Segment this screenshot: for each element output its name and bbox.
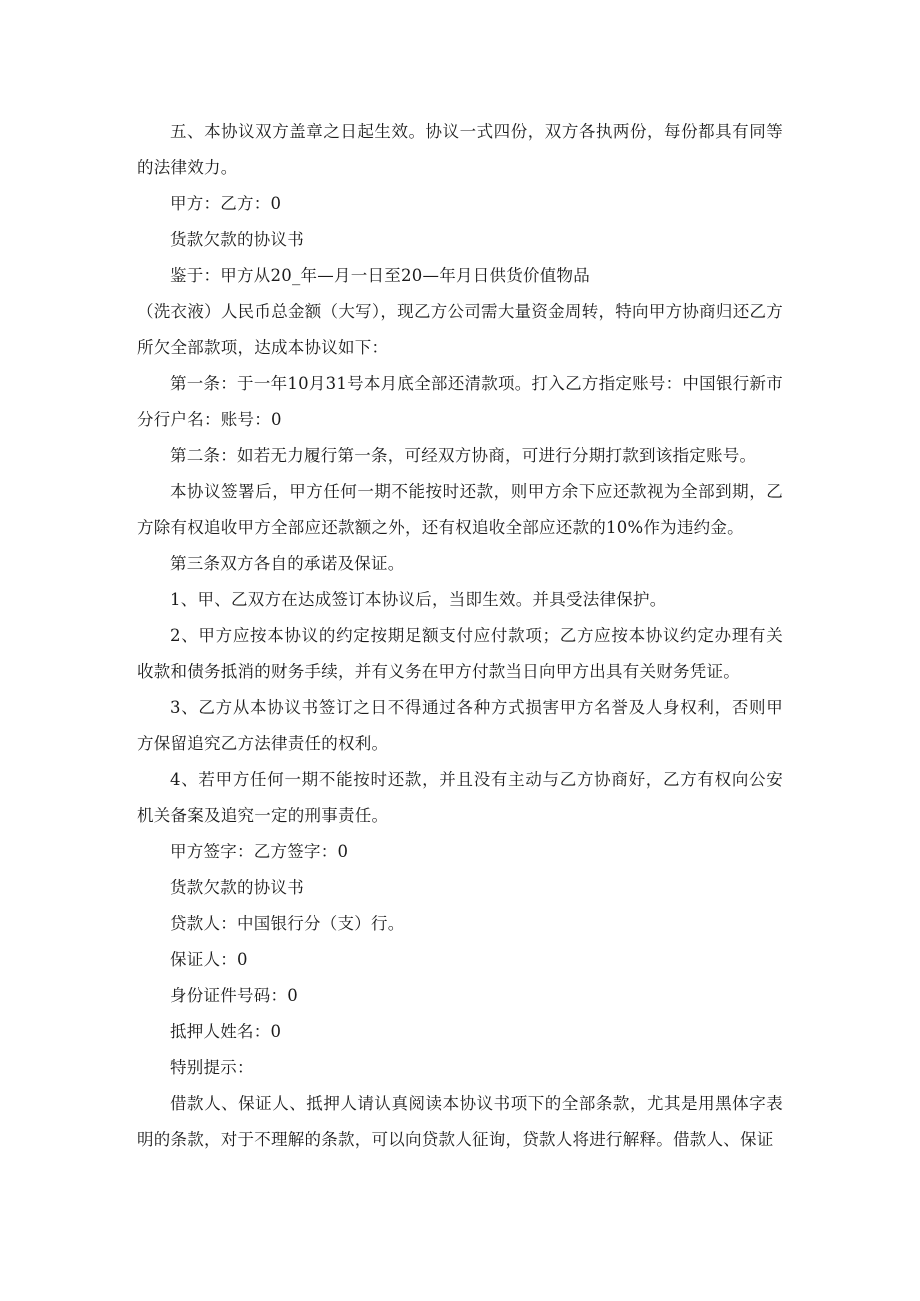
paragraph: 1、甲、乙双方在达成签订本协议后，当即生效。并具受法律保护。 bbox=[170, 590, 667, 609]
paragraph: 甲方签字：乙方签字：0 bbox=[170, 842, 349, 861]
document-page bbox=[137, 114, 783, 1158]
paragraph: 本协议签署后，甲方任何一期不能按时还款，则甲方余下应还款视为全部到期，乙方除有权追收甲方全部应还款额之外，还有权追收全部应还款的10%作为违约金。 bbox=[137, 482, 783, 537]
paragraph: 4、若甲方任何一期不能按时还款，并且没有主动与乙方协商好，乙方有权向公安机关备案及追究一定的刑事责任。 bbox=[137, 770, 783, 825]
paragraph: 甲方：乙方：0 bbox=[170, 194, 282, 213]
paragraph: 2、甲方应按本协议的约定按期足额支付应付款项；乙方应按本协议约定办理有关收款和债务抵消的财务手续，并有义务在甲方付款当日向甲方出具有关财务凭证。 bbox=[137, 626, 783, 681]
paragraph: 第二条：如若无力履行第一条，可经双方协商，可进行分期打款到该指定账号。 bbox=[170, 446, 757, 465]
paragraph: 借款人、保证人、抵押人请认真阅读本协议书项下的全部条款，尤其是用黑体字表明的条款，对于不理解的条款，可以向贷款人征询，贷款人将进行解释。借款人、保证 bbox=[137, 1094, 783, 1149]
paragraph: 鉴于：甲方从20_年—月一日至20—年月日供货价值物品 bbox=[170, 266, 590, 285]
paragraph: 贷款人：中国银行分（支）行。 bbox=[170, 914, 405, 933]
paragraph: 抵押人姓名：0 bbox=[170, 1022, 282, 1041]
paragraph: 货款欠款的协议书 bbox=[170, 230, 304, 249]
paragraph: 货款欠款的协议书 bbox=[170, 878, 304, 897]
paragraph: 身份证件号码：0 bbox=[170, 986, 298, 1005]
paragraph: 特别提示： bbox=[170, 1058, 254, 1077]
paragraph: 第三条双方各自的承诺及保证。 bbox=[170, 554, 405, 573]
paragraph: （洗衣液）人民币总金额（大写），现乙方公司需大量资金周转，特向甲方协商归还乙方所欠全部款项，达成本协议如下： bbox=[137, 302, 783, 357]
paragraph: 五、本协议双方盖章之日起生效。协议一式四份，双方各执两份，每份都具有同等的法律效力。 bbox=[137, 122, 783, 177]
paragraph: 3、乙方从本协议书签订之日不得通过各种方式损害甲方名誉及人身权利，否则甲方保留追究乙方法律责任的权利。 bbox=[137, 698, 783, 753]
paragraph: 保证人：0 bbox=[170, 950, 248, 969]
paragraph: 第一条：于一年10月31号本月底全部还清款项。打入乙方指定账号：中国银行新市分行户名：账号：0 bbox=[137, 374, 783, 429]
